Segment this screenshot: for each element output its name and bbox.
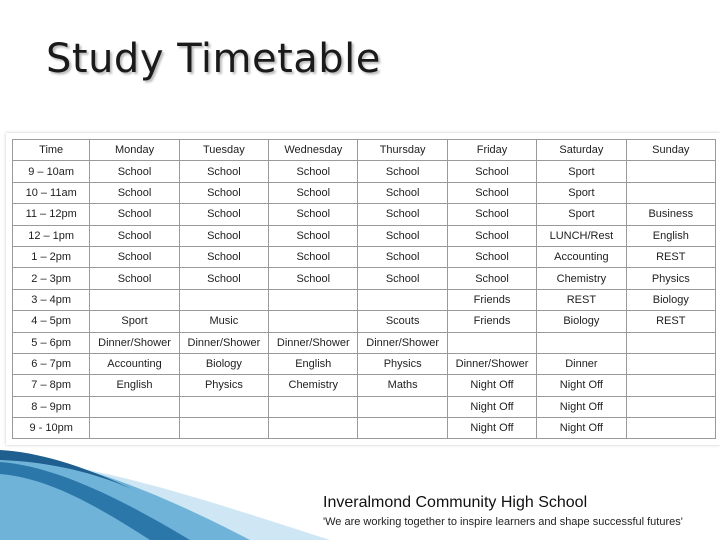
timetable-cell: English: [90, 375, 179, 396]
time-slot-cell: 12 – 1pm: [13, 225, 90, 246]
timetable-cell: [537, 332, 626, 353]
time-slot-cell: 9 - 10pm: [13, 418, 90, 439]
timetable-cell: LUNCH/Rest: [537, 225, 626, 246]
timetable-cell: School: [179, 182, 268, 203]
time-slot-cell: 9 – 10am: [13, 161, 90, 182]
timetable-cell: [179, 396, 268, 417]
header-friday: Friday: [447, 140, 536, 161]
timetable-cell: [626, 418, 715, 439]
timetable-cell: School: [358, 268, 447, 289]
timetable-cell: Dinner/Shower: [358, 332, 447, 353]
timetable-cell: [90, 418, 179, 439]
swoosh-mid-band: [0, 454, 250, 540]
header-monday: Monday: [90, 140, 179, 161]
timetable-cell: Sport: [537, 204, 626, 225]
timetable-cell: Accounting: [537, 246, 626, 267]
timetable-cell: Dinner/Shower: [269, 332, 358, 353]
timetable-cell: [626, 332, 715, 353]
timetable-cell: Biology: [537, 311, 626, 332]
timetable-cell: School: [269, 225, 358, 246]
time-slot-cell: 6 – 7pm: [13, 353, 90, 374]
timetable-cell: Night Off: [537, 396, 626, 417]
table-row: [13, 204, 716, 225]
time-slot-cell: 11 – 12pm: [13, 204, 90, 225]
timetable-cell: School: [358, 204, 447, 225]
timetable-cell: Dinner/Shower: [90, 332, 179, 353]
timetable-cell: [269, 396, 358, 417]
time-slot-cell: 8 – 9pm: [13, 396, 90, 417]
header-thursday: Thursday: [358, 140, 447, 161]
timetable-cell: School: [179, 204, 268, 225]
timetable-cell: [179, 289, 268, 310]
timetable-cell: School: [447, 161, 536, 182]
timetable-cell: REST: [626, 311, 715, 332]
timetable-cell: School: [447, 182, 536, 203]
timetable-body: [13, 161, 716, 439]
timetable-cell: School: [358, 246, 447, 267]
timetable-cell: REST: [626, 246, 715, 267]
table-row: [13, 396, 716, 417]
table-row: [13, 268, 716, 289]
timetable-cell: [358, 396, 447, 417]
timetable-cell: [447, 332, 536, 353]
timetable-cell: Night Off: [447, 375, 536, 396]
timetable-cell: REST: [537, 289, 626, 310]
timetable-cell: School: [447, 246, 536, 267]
timetable-cell: Scouts: [358, 311, 447, 332]
timetable-cell: [90, 396, 179, 417]
timetable-cell: School: [269, 182, 358, 203]
header-saturday: Saturday: [537, 140, 626, 161]
timetable-cell: Music: [179, 311, 268, 332]
timetable-cell: School: [447, 225, 536, 246]
timetable: [12, 139, 716, 439]
timetable-cell: School: [90, 204, 179, 225]
timetable-cell: Biology: [626, 289, 715, 310]
table-row: [13, 289, 716, 310]
timetable-cell: School: [179, 268, 268, 289]
time-slot-cell: 1 – 2pm: [13, 246, 90, 267]
timetable-cell: English: [626, 225, 715, 246]
timetable-cell: [358, 289, 447, 310]
timetable-cell: [358, 418, 447, 439]
table-row: [13, 353, 716, 374]
timetable-header-row: [13, 140, 716, 161]
table-row: [13, 246, 716, 267]
timetable-cell: School: [269, 268, 358, 289]
timetable-cell: Physics: [179, 375, 268, 396]
table-row: [13, 225, 716, 246]
timetable-cell: School: [269, 246, 358, 267]
timetable-cell: School: [90, 246, 179, 267]
timetable-cell: Friends: [447, 289, 536, 310]
timetable-cell: Biology: [179, 353, 268, 374]
table-row: [13, 182, 716, 203]
timetable-cell: School: [358, 225, 447, 246]
timetable-cell: [626, 396, 715, 417]
time-slot-cell: 4 – 5pm: [13, 311, 90, 332]
timetable-cell: [269, 311, 358, 332]
timetable-cell: [90, 289, 179, 310]
table-row: [13, 161, 716, 182]
timetable-cell: Dinner: [537, 353, 626, 374]
timetable-panel: [6, 133, 720, 445]
time-slot-cell: 5 – 6pm: [13, 332, 90, 353]
header-time: Time: [13, 140, 90, 161]
timetable-cell: English: [269, 353, 358, 374]
time-slot-cell: 10 – 11am: [13, 182, 90, 203]
timetable-cell: School: [90, 225, 179, 246]
timetable-cell: School: [447, 204, 536, 225]
timetable-cell: [626, 353, 715, 374]
timetable-cell: Business: [626, 204, 715, 225]
timetable-cell: Maths: [358, 375, 447, 396]
timetable-cell: School: [358, 161, 447, 182]
timetable-cell: Night Off: [537, 375, 626, 396]
timetable-cell: Accounting: [90, 353, 179, 374]
timetable-cell: School: [358, 182, 447, 203]
timetable-cell: School: [269, 161, 358, 182]
table-row: [13, 332, 716, 353]
timetable-cell: Night Off: [447, 418, 536, 439]
timetable-cell: Night Off: [447, 396, 536, 417]
timetable-cell: [626, 161, 715, 182]
school-motto: 'We are working together to inspire learners and shape successful futures': [323, 516, 683, 528]
table-row: [13, 311, 716, 332]
timetable-cell: Sport: [90, 311, 179, 332]
timetable-cell: School: [90, 268, 179, 289]
timetable-cell: School: [179, 225, 268, 246]
timetable-cell: School: [179, 246, 268, 267]
page-title: Study Timetable: [46, 36, 381, 82]
timetable-cell: School: [179, 161, 268, 182]
timetable-cell: Friends: [447, 311, 536, 332]
timetable-cell: [626, 182, 715, 203]
timetable-cell: Dinner/Shower: [179, 332, 268, 353]
header-sunday: Sunday: [626, 140, 715, 161]
header-wednesday: Wednesday: [269, 140, 358, 161]
header-tuesday: Tuesday: [179, 140, 268, 161]
timetable-cell: [269, 418, 358, 439]
timetable-cell: Physics: [626, 268, 715, 289]
timetable-cell: Physics: [358, 353, 447, 374]
timetable-cell: Dinner/Shower: [447, 353, 536, 374]
timetable-cell: School: [90, 182, 179, 203]
timetable-cell: Chemistry: [269, 375, 358, 396]
timetable-cell: Night Off: [537, 418, 626, 439]
timetable-cell: School: [447, 268, 536, 289]
timetable-cell: [626, 375, 715, 396]
table-row: [13, 418, 716, 439]
time-slot-cell: 2 – 3pm: [13, 268, 90, 289]
table-row: [13, 375, 716, 396]
timetable-cell: Sport: [537, 182, 626, 203]
timetable-cell: School: [269, 204, 358, 225]
timetable-cell: [179, 418, 268, 439]
timetable-cell: [269, 289, 358, 310]
school-name: Inveralmond Community High School: [323, 494, 588, 511]
timetable-cell: Sport: [537, 161, 626, 182]
timetable-cell: Chemistry: [537, 268, 626, 289]
time-slot-cell: 3 – 4pm: [13, 289, 90, 310]
timetable-cell: School: [90, 161, 179, 182]
time-slot-cell: 7 – 8pm: [13, 375, 90, 396]
